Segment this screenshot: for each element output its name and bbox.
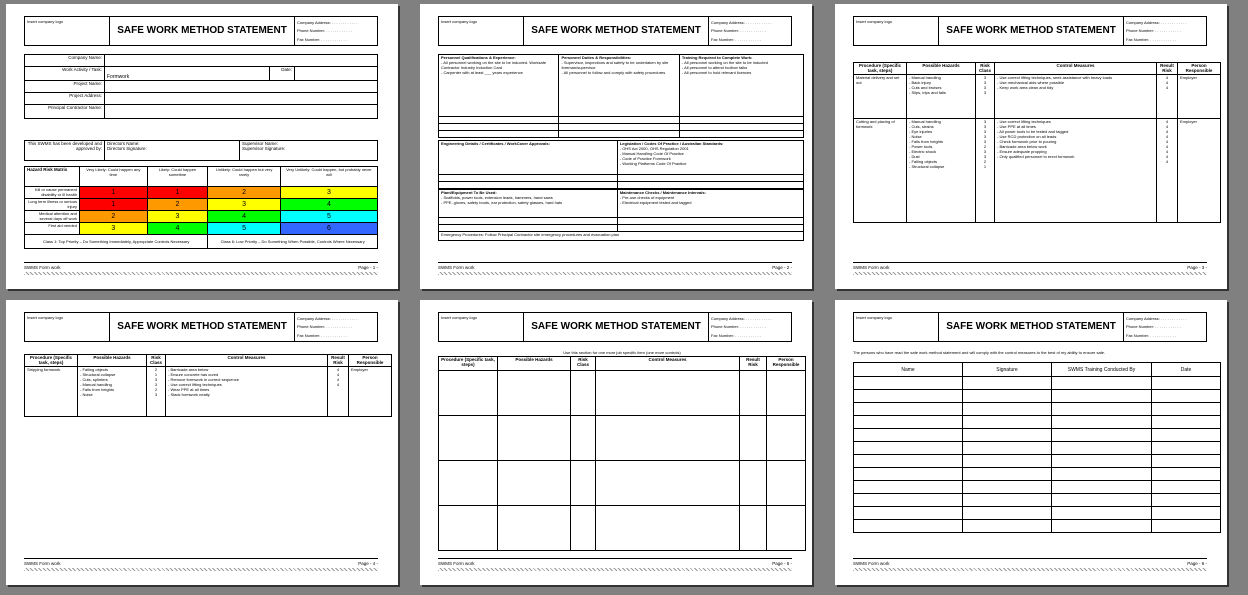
- likelihood-unlikely: Unlikely: Could happen but very rarely: [208, 167, 280, 187]
- project-address-field[interactable]: [105, 93, 378, 105]
- phone-number: Phone Number: . . . . . . . . . . . .: [1126, 28, 1181, 34]
- phone-number: Phone Number: . . . . . . . . . . . .: [711, 324, 766, 330]
- matrix-cell: 4: [280, 199, 377, 211]
- engineering-heading: Engineering Details / Certificates / WorkCover Approvals:: [441, 141, 550, 146]
- col-date: Date: [1152, 363, 1221, 377]
- footer-hatch: [438, 568, 792, 571]
- plant-table: [438, 189, 804, 241]
- company-name-label: Company Name:: [25, 55, 105, 67]
- col-trainer: SWMS Training Conducted By: [1052, 363, 1152, 377]
- blank-cell[interactable]: [559, 131, 679, 138]
- blank-cell[interactable]: [679, 124, 803, 131]
- col-procedure: Procedure (Specific task, steps): [854, 63, 907, 75]
- matrix-cell: 4: [147, 223, 208, 235]
- logo-placeholder: Insert company logo: [441, 315, 478, 320]
- company-meta: [709, 17, 791, 45]
- matrix-cell: 6: [280, 223, 377, 235]
- footer-hatch: [24, 568, 378, 571]
- page-header: [24, 312, 378, 342]
- blank-cell[interactable]: [439, 225, 618, 232]
- matrix-cell: 3: [147, 211, 208, 223]
- page-title: SAFE WORK METHOD STATEMENT: [938, 313, 1124, 341]
- plant-heading: Plant/Equipment To Be Used:: [441, 190, 497, 195]
- sign-row[interactable]: [854, 416, 1221, 429]
- matrix-cell: 1: [147, 187, 208, 199]
- page-title: SAFE WORK METHOD STATEMENT: [523, 17, 709, 45]
- sign-row[interactable]: [854, 481, 1221, 494]
- principal-contractor-label: Principal Contractor Name:: [25, 105, 105, 119]
- principal-contractor-field[interactable]: [105, 105, 378, 119]
- footer-label: SWMS Form work: [24, 265, 61, 270]
- sign-off-intro: The persons who have read the safe work method statement and will comply with the control measures to the best of my ability to ensure safe.: [853, 350, 1106, 355]
- consequence-row: Kill or cause permanent disability or ill health: [25, 187, 80, 199]
- page-title: SAFE WORK METHOD STATEMENT: [938, 17, 1124, 45]
- consequence-row: First aid needed: [25, 223, 80, 235]
- consequence-row: Medical attention and several days off work: [25, 211, 80, 223]
- company-meta: [295, 17, 377, 45]
- fax-number: Fax Number: . . . . . . . . . . . .: [711, 333, 761, 339]
- sign-row[interactable]: [854, 403, 1221, 416]
- legislation-text: - OHS Act 2000, OHS Regulation 2001 - Manual Handling Code Of Practice - Code of Practice Formwork - Working Platforms Code Of Practice: [619, 146, 689, 166]
- page-number: Page - 6 -: [1187, 561, 1207, 566]
- engineering-table: [438, 140, 804, 189]
- supervisor-name-label: Supervisor Name:: [242, 141, 279, 146]
- blank-cell[interactable]: [559, 124, 679, 131]
- col-hazards: Possible Hazards: [907, 63, 976, 75]
- blank-cell[interactable]: [439, 131, 559, 138]
- project-address-label: Project Address:: [25, 93, 105, 105]
- page-number: Page - 3 -: [1187, 265, 1207, 270]
- blank-cell[interactable]: [439, 175, 618, 182]
- footer-label: SWMS Form work: [853, 561, 890, 566]
- company-address: Company Address: . . . . . . . . . . . .: [1126, 315, 1187, 321]
- col-risk: Risk Class: [571, 357, 596, 371]
- matrix-cell: 2: [80, 211, 148, 223]
- col-result: Result Risk: [328, 355, 349, 367]
- blank-control-table: [438, 356, 806, 551]
- col-risk: Risk Class: [147, 355, 166, 367]
- matrix-cell: 1: [80, 199, 148, 211]
- blank-cell[interactable]: [439, 182, 618, 189]
- sign-off-table: [853, 362, 1221, 533]
- col-hazards: Possible Hazards: [498, 357, 571, 371]
- document-page-3: [835, 4, 1227, 289]
- col-responsible: Person Responsible: [349, 355, 392, 367]
- sign-row[interactable]: [854, 455, 1221, 468]
- hazard-risk-matrix: [24, 166, 378, 249]
- company-address: Company Address: . . . . . . . . . . . .: [297, 19, 358, 25]
- footer-label: SWMS Form work: [24, 561, 61, 566]
- sign-row[interactable]: [854, 429, 1221, 442]
- project-details-table: [24, 54, 378, 119]
- priority-note-low: Class 6: Low Priority – Do Something When Possible, Controls Where Necessary: [208, 235, 378, 249]
- footer-label: SWMS Form work: [438, 561, 475, 566]
- date-label: Date:: [270, 67, 295, 81]
- fax-number: Fax Number: . . . . . . . . . . . .: [297, 37, 347, 43]
- matrix-cell: 5: [208, 223, 280, 235]
- sign-row[interactable]: [854, 390, 1221, 403]
- page-header: [438, 16, 792, 46]
- fax-number: Fax Number: . . . . . . . . . . . .: [297, 333, 347, 339]
- responsible-cell: Employer: [349, 367, 392, 417]
- company-address: Company Address: . . . . . . . . . . . .: [711, 19, 772, 25]
- hazards-cell: - Manual handling - Back injury - Cuts and bruises - Slips, trips and falls: [907, 75, 976, 119]
- duties-heading: Personnel Duties & Responsibilities:: [561, 55, 632, 60]
- control-measures-table: [24, 354, 392, 417]
- footer-hatch: [438, 272, 792, 275]
- col-hazards: Possible Hazards: [78, 355, 147, 367]
- phone-number: Phone Number: . . . . . . . . . . . .: [1126, 324, 1181, 330]
- fax-number: Fax Number: . . . . . . . . . . . .: [711, 37, 761, 43]
- priority-note-top: Class 1: Top Priority – Do Something Immediately, Appropriate Controls Necessary: [25, 235, 208, 249]
- maintenance-text: - Pre-use checks of equipment - Electrical equipment tested and tagged: [619, 195, 692, 205]
- document-page-2: [420, 4, 812, 289]
- sign-row[interactable]: [854, 520, 1221, 533]
- qualifications-heading: Personnel Qualifications & Experience:: [441, 55, 516, 60]
- logo-placeholder: Insert company logo: [441, 19, 478, 24]
- col-signature: Signature: [963, 363, 1052, 377]
- table-row[interactable]: [439, 461, 806, 506]
- procedure-cell: Stripping formwork: [25, 367, 78, 417]
- page-header: [24, 16, 378, 46]
- result-cell: 4 4 4 4 4 4 4 4 4: [1157, 119, 1178, 223]
- page-footer: [853, 558, 1207, 566]
- document-page-5: [420, 300, 812, 585]
- page-title: SAFE WORK METHOD STATEMENT: [109, 313, 295, 341]
- procedure-cell: Cutting and placing of formwork: [854, 119, 907, 223]
- blank-cell[interactable]: [679, 131, 803, 138]
- company-name-field[interactable]: [105, 55, 378, 67]
- likelihood-very-unlikely: Very Unlikely: Could happen, but probably never will: [280, 167, 377, 187]
- emergency-procedures: Emergency Procedures: Follow Principal Contractor site emergency procedures and evacuation plan: [439, 232, 804, 241]
- footer-label: SWMS Form work: [853, 265, 890, 270]
- col-result: Result Risk: [1157, 63, 1178, 75]
- training-text: - All personnel working on the site to be inducted - All personnel to attend toolbox talks - All personnel to hold relevant licences: [681, 60, 768, 75]
- responsible-cell: Employer: [1178, 119, 1221, 223]
- controls-cell: - Use correct lifting techniques, seek assistance with heavy loads - Use mechanical aids where possible - Keep work area clean and tidy: [995, 75, 1157, 119]
- matrix-cell: 4: [208, 211, 280, 223]
- table-row: [854, 75, 1221, 119]
- matrix-cell: 3: [208, 199, 280, 211]
- page-number: Page - 4 -: [358, 561, 378, 566]
- hazards-cell: - Manual handling - Cuts, strains - Eye injuries - Noise - Falls from heights - Power tools - Electric shock - Dust - Falling objects - Structural collapse: [907, 119, 976, 223]
- sign-row[interactable]: [854, 507, 1221, 520]
- company-meta: [1124, 17, 1206, 45]
- page-number: Page - 1 -: [358, 265, 378, 270]
- controls-cell: - Use correct lifting techniques - Use PPE at all times - All power tools to be tested and tagged - Use RCD protection on all leads - Check formwork prior to pouring - Barricade area below work - Ensure adequate propping - Only qualified personnel to erect formwork: [995, 119, 1157, 223]
- page-footer: [438, 262, 792, 270]
- sign-row[interactable]: [854, 494, 1221, 507]
- col-controls: Control Measures: [995, 63, 1157, 75]
- matrix-header: Hazard Risk Matrix: [25, 167, 80, 187]
- procedure-cell: Material delivery and set out: [854, 75, 907, 119]
- section-note: Use this section for one more job specific item (one more controls): [563, 350, 681, 355]
- blank-cell[interactable]: [679, 117, 803, 124]
- col-responsible: Person Responsible: [1178, 63, 1221, 75]
- phone-number: Phone Number: . . . . . . . . . . . .: [711, 28, 766, 34]
- fax-number: Fax Number: . . . . . . . . . . . .: [1126, 37, 1176, 43]
- document-page-6: [835, 300, 1227, 585]
- col-responsible: Person Responsible: [767, 357, 806, 371]
- likelihood-very-likely: Very Likely: Could happen any time: [80, 167, 148, 187]
- col-name: Name: [854, 363, 963, 377]
- phone-number: Phone Number: . . . . . . . . . . . .: [297, 28, 352, 34]
- col-controls: Control Measures: [596, 357, 740, 371]
- responsible-cell: Employer: [1178, 75, 1221, 119]
- col-controls: Control Measures: [166, 355, 328, 367]
- page-title: SAFE WORK METHOD STATEMENT: [109, 17, 295, 45]
- sign-row[interactable]: [854, 468, 1221, 481]
- logo-placeholder: Insert company logo: [856, 19, 893, 24]
- col-procedure: Procedure (Specific task, steps): [439, 357, 498, 371]
- page-footer: [853, 262, 1207, 270]
- date-field[interactable]: [295, 67, 378, 81]
- page-header: [853, 312, 1207, 342]
- footer-hatch: [853, 568, 1207, 571]
- page-number: Page - 5 -: [772, 561, 792, 566]
- blank-cell[interactable]: [617, 175, 803, 182]
- swms-developed-label: This SWMS has been developed and approved by:: [25, 141, 105, 161]
- result-cell: 4 4 4: [1157, 75, 1178, 119]
- footer-label: SWMS Form work: [438, 265, 475, 270]
- matrix-cell: 3: [80, 223, 148, 235]
- risk-cell: 2 1 3 3 2 3: [147, 367, 166, 417]
- matrix-cell: 2: [147, 199, 208, 211]
- controls-cell: - Barricade area below - Ensure concrete has cured - Remove formwork in correct sequence - Use correct lifting techniques - Wear PPE at all times - Stack formwork neatly: [166, 367, 328, 417]
- page-header: [853, 16, 1207, 46]
- plant-text: - Scaffolds, power tools, extension leads, hammers, hand saws - PPE, gloves, safety boots, ear protection, safety glasses, hard hats: [441, 195, 563, 205]
- risk-cell: 3 3 3 3: [976, 75, 995, 119]
- blank-cell[interactable]: [439, 218, 618, 225]
- company-meta: [709, 313, 791, 341]
- logo-placeholder: Insert company logo: [856, 315, 893, 320]
- matrix-cell: 1: [80, 187, 148, 199]
- duties-text: - Supervisor, inspections and safety to be undertaken by site foreman/supervisor - All personnel to follow and comply with safety procedures: [561, 60, 669, 75]
- matrix-cell: 2: [208, 187, 280, 199]
- hazards-cell: - Falling objects - Structural collapse - Cuts, splinters - Manual handling - Falls from heights - Noise: [78, 367, 147, 417]
- risk-cell: 3 3 3 3 3 2 3 3 2 1: [976, 119, 995, 223]
- table-row[interactable]: [439, 371, 806, 416]
- logo-placeholder: Insert company logo: [27, 19, 64, 24]
- footer-hatch: [853, 272, 1207, 275]
- blank-cell[interactable]: [617, 225, 803, 232]
- table-row: [854, 119, 1221, 223]
- company-meta: [1124, 313, 1206, 341]
- project-name-label: Project Name:: [25, 81, 105, 93]
- work-activity-label: Work Activity / Task:: [25, 67, 105, 81]
- blank-cell[interactable]: [617, 218, 803, 225]
- fax-number: Fax Number: . . . . . . . . . . . .: [1126, 333, 1176, 339]
- training-heading: Training Required to Complete Work:: [681, 55, 753, 60]
- company-meta: [295, 313, 377, 341]
- approval-table: [24, 140, 378, 161]
- blank-cell[interactable]: [439, 117, 559, 124]
- table-row[interactable]: [439, 416, 806, 461]
- col-procedure: Procedure (Specific task, steps): [25, 355, 78, 367]
- likelihood-likely: Likely: Could happen sometime: [147, 167, 208, 187]
- page-number: Page - 2 -: [772, 265, 792, 270]
- col-risk: Risk Class: [976, 63, 995, 75]
- personnel-table: [438, 54, 804, 138]
- page-footer: [24, 262, 378, 270]
- document-page-1: [6, 4, 398, 289]
- matrix-cell: 5: [280, 211, 377, 223]
- document-page-4: [6, 300, 398, 585]
- maintenance-heading: Maintenance Checks / Maintenance Intervals:: [619, 190, 706, 195]
- footer-hatch: [24, 272, 378, 275]
- qualifications-text: - All personnel working on the site to be inducted. Worksafe Contractor Industry Induction Card - Carpenter with at least ___ years experience: [441, 60, 547, 75]
- supervisor-signature-label: Supervisor Signature:: [242, 146, 286, 151]
- legislation-heading: Legislation / Codes Of Practice / Australian Standards:: [619, 141, 724, 146]
- matrix-cell: 3: [280, 187, 377, 199]
- sign-row[interactable]: [854, 442, 1221, 455]
- page-header: [438, 312, 792, 342]
- table-row[interactable]: [439, 506, 806, 551]
- page-footer: [438, 558, 792, 566]
- blank-cell[interactable]: [617, 182, 803, 189]
- directors-signature-label: Directors Signature:: [107, 146, 147, 151]
- sign-row[interactable]: [854, 377, 1221, 390]
- company-address: Company Address: . . . . . . . . . . . .: [297, 315, 358, 321]
- work-activity-value[interactable]: Formwork: [105, 67, 270, 81]
- company-address: Company Address: . . . . . . . . . . . .: [1126, 19, 1187, 25]
- consequence-row: Long term illness or serious injury: [25, 199, 80, 211]
- phone-number: Phone Number: . . . . . . . . . . . .: [297, 324, 352, 330]
- logo-placeholder: Insert company logo: [27, 315, 64, 320]
- blank-cell[interactable]: [439, 124, 559, 131]
- page-footer: [24, 558, 378, 566]
- page-title: SAFE WORK METHOD STATEMENT: [523, 313, 709, 341]
- col-result: Result Risk: [740, 357, 767, 371]
- company-address: Company Address: . . . . . . . . . . . .: [711, 315, 772, 321]
- directors-name-label: Directors Name:: [107, 141, 140, 146]
- blank-cell[interactable]: [559, 117, 679, 124]
- control-measures-table: [853, 62, 1221, 223]
- result-cell: 4 4 4 4: [328, 367, 349, 417]
- project-name-field[interactable]: [105, 81, 378, 93]
- table-row: [25, 367, 392, 417]
